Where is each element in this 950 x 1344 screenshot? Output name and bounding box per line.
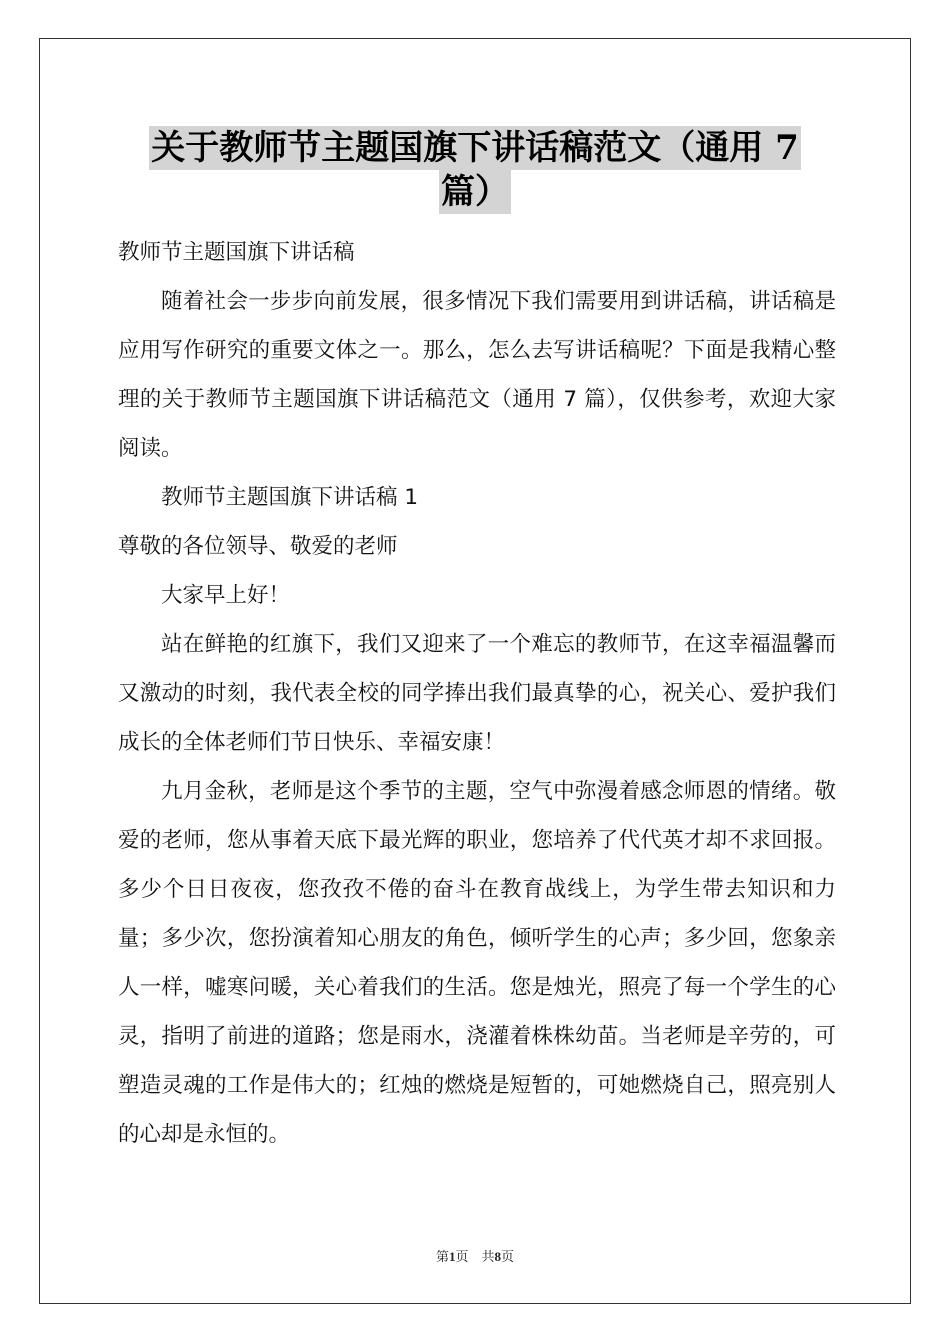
title-line-2 xyxy=(0,170,950,214)
body-paragraph-1: 站在鲜艳的红旗下，我们又迎来了一个难忘的教师节，在这幸福温馨而又激动的时刻，我代表全校的同学捧出我们最真挚的心，祝关心、爱护我们成长的全体老师们节日快乐、幸福安康！ xyxy=(118,632,836,755)
salutation-paragraph: 尊敬的各位领导、敬爱的老师 xyxy=(118,534,398,559)
section-heading: 教师节主题国旗下讲话稿 1 xyxy=(161,485,419,510)
page-footer xyxy=(0,1246,950,1265)
title-line-2-text: 篇） xyxy=(441,172,509,212)
total-suffix: 页 xyxy=(501,1249,515,1264)
page-number: 1 xyxy=(448,1249,456,1264)
page-suffix: 页 xyxy=(455,1249,469,1264)
title-line-1 xyxy=(0,126,950,170)
intro-paragraph: 随着社会一步步向前发展，很多情况下我们需要用到讲话稿，讲话稿是应用写作研究的重要文体之一。那么，怎么去写讲话稿呢？下面是我精心整理的关于教师节主题国旗下讲话稿范文（通用 7 篇），仅供参考，欢迎大家阅读。 xyxy=(118,289,836,461)
subtitle-paragraph: 教师节主题国旗下讲话稿 xyxy=(118,240,355,265)
title-line-1-text: 关于教师节主题国旗下讲话稿范文（通用 7 xyxy=(151,128,799,168)
page-prefix: 第 xyxy=(435,1249,449,1264)
document-title xyxy=(0,126,950,214)
total-prefix: 共 xyxy=(481,1249,495,1264)
body-paragraph-2: 九月金秋，老师是这个季节的主题，空气中弥漫着感念师恩的情绪。敬爱的老师，您从事着天底下最光辉的职业，您培养了代代英才却不求回报。多少个日日夜夜，您孜孜不倦的奋斗在教育战线上，为学生带去知识和力量；多少次，您扮演着知心朋友的角色，倾听学生的心声；多少回，您象亲人一样，嘘寒问暖，关心着我们的生活。您是烛光，照亮了每一个学生的心灵，指明了前进的道路；您是雨水，浇灌着株株幼苗。当老师是辛劳的，可塑造灵魂的工作是伟大的；红烛的燃烧是短暂的，可她燃烧自己，照亮别人的心却是永恒的。 xyxy=(118,779,836,1147)
page-total: 8 xyxy=(494,1249,502,1264)
greeting-paragraph: 大家早上好！ xyxy=(161,583,291,608)
document-body xyxy=(118,228,836,1159)
